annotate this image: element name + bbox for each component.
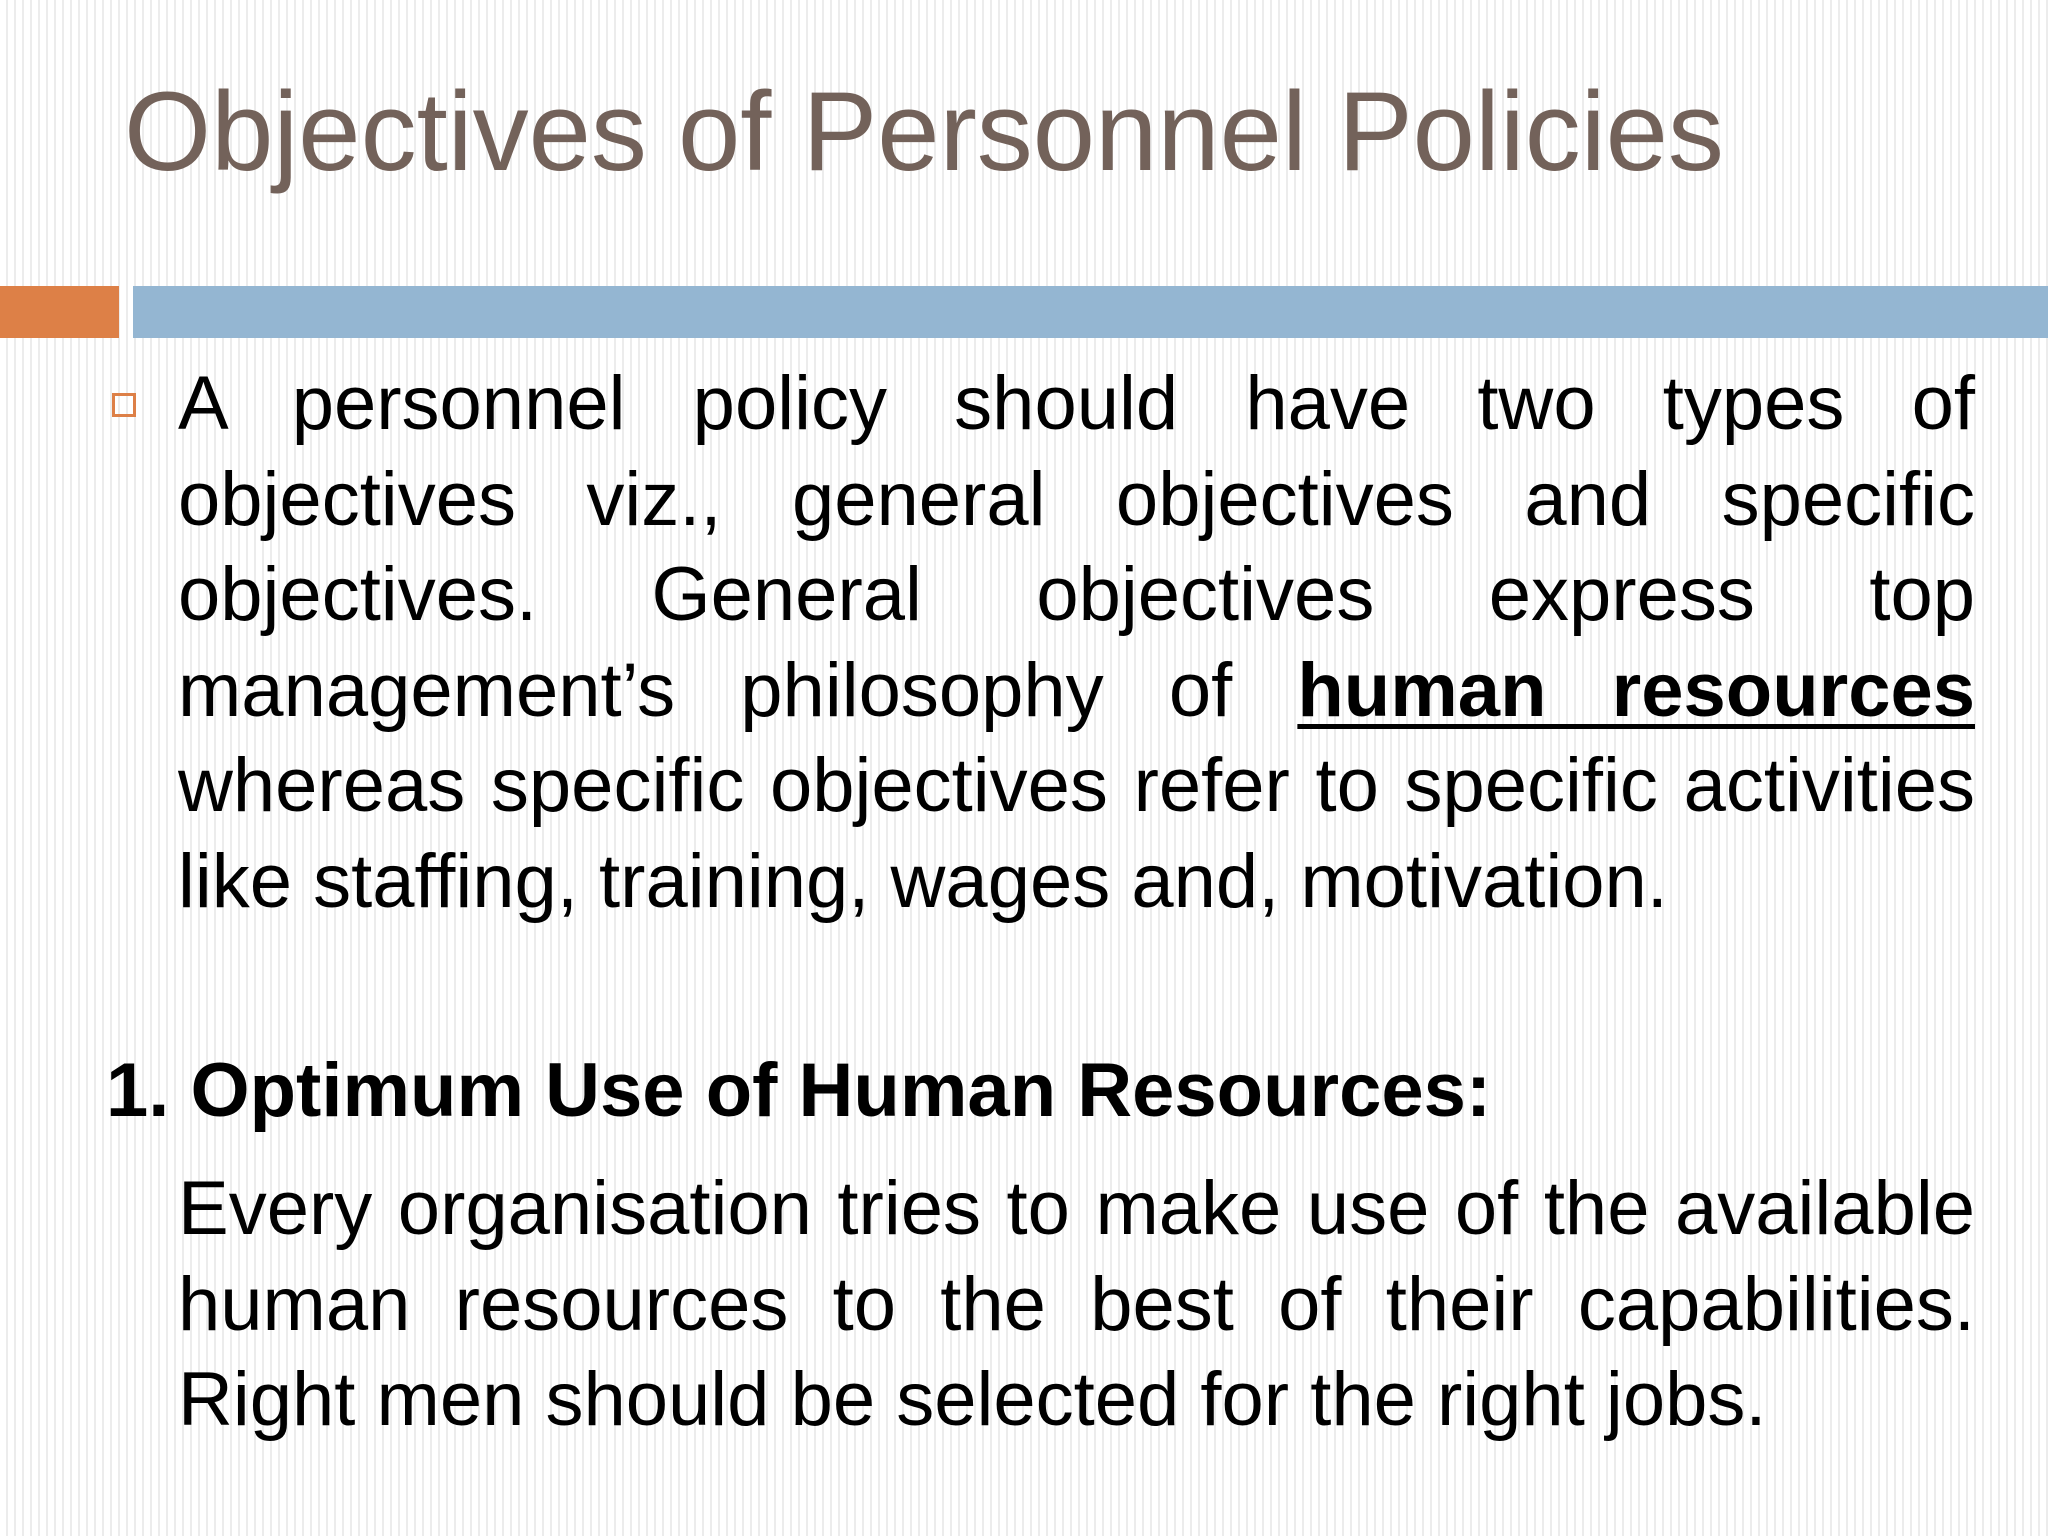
section-body: Every organisation tries to make use of the available human resources to the best of their capabilities. Right men should be selected for the right jobs. [178,1166,1975,1442]
hollow-square-bullet-icon [112,393,136,417]
bullet-text-before: A personnel policy should have two types of objectives viz., general objectives and specific objectives. General objectives express top management’s philosophy of [178,361,1975,733]
emphasis-human-resources: human resources [1297,647,1975,733]
section-heading: 1. Optimum Use of Human Resources: [106,1048,1492,1133]
accent-bar-blue [133,286,2048,338]
bullet-paragraph [178,356,1975,929]
accent-bar-orange [0,286,119,338]
slide-title: Objectives of Personnel Policies [124,69,1724,194]
bullet-text-after: whereas specific objectives refer to specific activities like staffing, training, wages and, motivation. [178,743,1975,924]
